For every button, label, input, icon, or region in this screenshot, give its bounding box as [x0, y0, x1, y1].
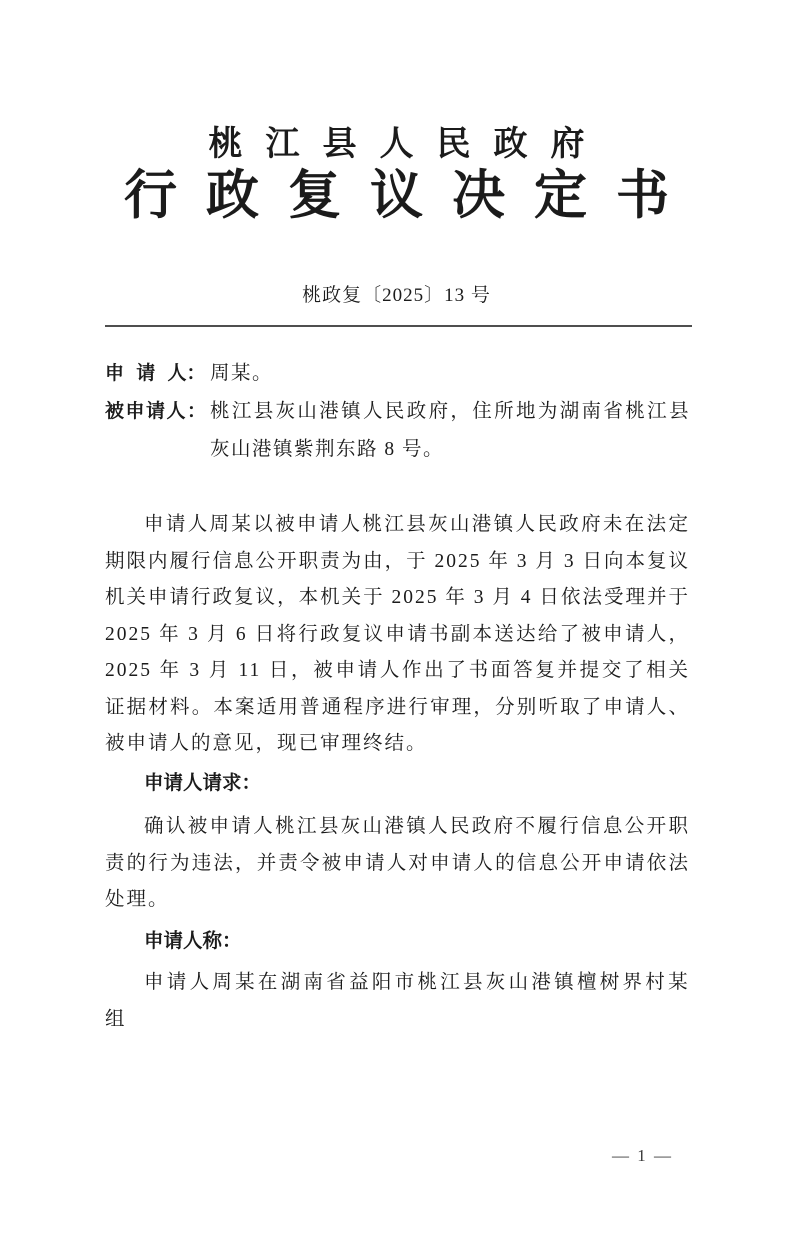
issuing-authority-title: 桃江县人民政府 [208, 126, 608, 163]
header-divider [105, 325, 692, 327]
respondent-row [105, 393, 690, 469]
request-heading: 申请人请求： [144, 771, 262, 794]
document-number: 桃政复〔2025〕13 号 [302, 285, 491, 306]
parties-block [105, 355, 690, 469]
document-type-title: 行政复议决定书 [124, 166, 698, 225]
document-body [105, 507, 690, 1038]
page-number: — 1 — [612, 1146, 673, 1165]
respondent-label: 被申请人： [105, 401, 208, 422]
request-paragraph: 确认被申请人桃江县灰山港镇人民政府不履行信息公开职责的行为违法，并责令被申请人对申请人的信息公开申请依法处理。 [105, 816, 690, 910]
applicant-label: 申 请 人： [105, 363, 206, 384]
procedure-paragraph: 申请人周某以被申请人桃江县灰山港镇人民政府未在法定期限内履行信息公开职责为由，于 2025 年 3 月 3 日向本复议机关申请行政复议，本机关于 2025 年 3 月 4 日依法受理并于 2025 年 3 月 6 日将行政复议申请书副本送达给了被申请人，2025 年 3 月 11 日，被申请人作出了书面答复并提交了相关证据材料。本案适用普通程序进行审理，分别听取了申请人、被申请人的意见，现已审理终结。 [105, 514, 690, 754]
respondent-info: 桃江县灰山港镇人民政府，住所地为湖南省桃江县灰山港镇紫荆东路 8 号。 [210, 401, 690, 460]
statement-heading: 申请人称： [144, 929, 242, 952]
statement-paragraph: 申请人周某在湖南省益阳市桃江县灰山港镇檀树界村某组 [105, 972, 690, 1030]
applicant-name: 周某。 [210, 363, 274, 384]
applicant-row [105, 355, 690, 393]
document-page [0, 124, 793, 1246]
